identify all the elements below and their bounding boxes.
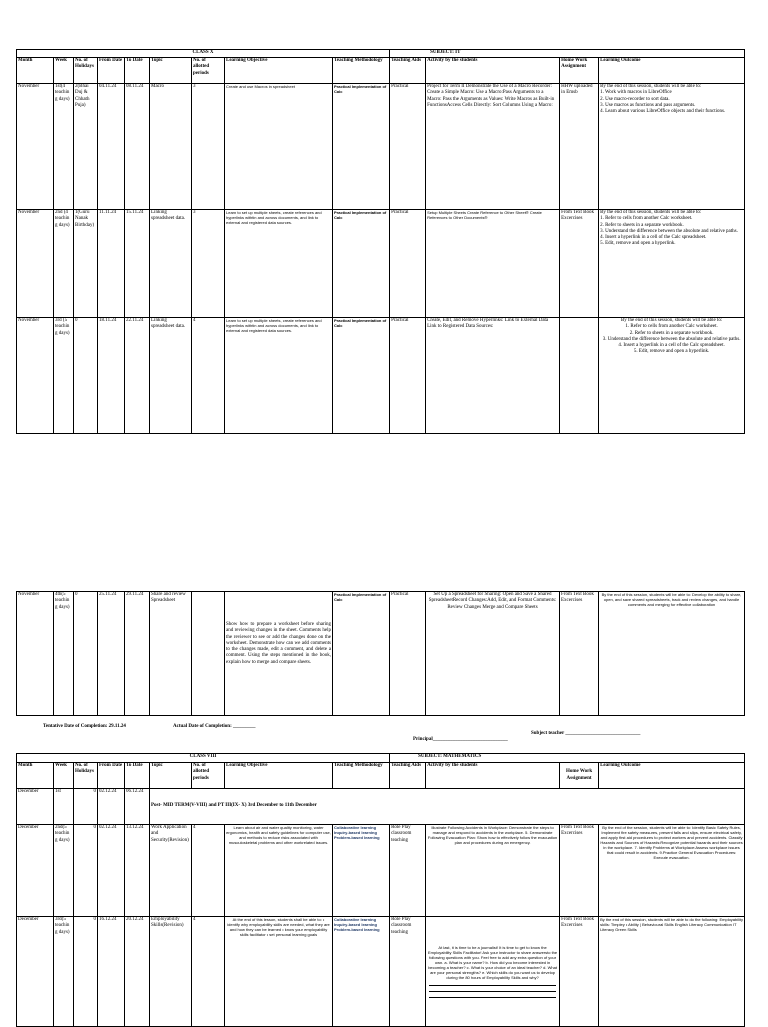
subject-teacher-signature: Subject teacher ______________________________ — [531, 731, 641, 736]
subject-title: SUBJECT: MATHEMATICS — [390, 754, 745, 763]
header-homework: Home Work Assignment — [560, 763, 599, 789]
table-row — [17, 825, 745, 917]
homework-cell: From Text Book Excercises — [560, 592, 599, 716]
outcome-cell — [599, 210, 745, 318]
outcome-line: 3. Understand the difference between the absolute and relative paths. — [602, 336, 741, 342]
objective-cell: Learn to set up multiple sheets, create references and hyperlinks withtin and across documents, and link to external and registered data sources. — [225, 318, 333, 434]
to-date-cell: 22.11.24 — [125, 318, 150, 434]
week-cell: 2nd (4 teachin g days) — [54, 210, 74, 318]
month-cell: December — [17, 789, 54, 825]
activity-cell: Project for Term II Demonstrate the Use of a Macro Recorder: Create a Simple Macro: Use a Macro:Pass Arguments to a Macro: Pass the Arguments as Values: Write Macros as Built-in FunctionsAccess Cells Directly: Sort Columns Using a Macro: — [426, 84, 560, 210]
homework-cell: From Text Book Excercises — [560, 825, 599, 917]
periods-cell: 4 — [192, 917, 225, 1027]
to-date-cell: 08.11.24 — [125, 84, 150, 210]
header-row — [17, 763, 745, 789]
table-row — [17, 210, 745, 318]
homework-cell: HHW uploaded in Emsb — [560, 84, 599, 210]
header-methodology: Teaching Methodology — [333, 58, 390, 84]
from-date-cell: 25.11.24 — [98, 592, 125, 716]
class-viii-maths-table — [16, 753, 745, 1027]
outcome-line: 2. Refer to sheets in a separate workbook. — [600, 222, 684, 228]
header-week: Week — [54, 58, 74, 84]
periods-cell: 3 — [192, 84, 225, 210]
outcome-line: 1. Refer to cells from another Calc worksheet. — [625, 324, 718, 330]
activity-cell — [426, 917, 560, 1027]
to-date-cell: 13.12.24 — [125, 825, 150, 917]
homework-cell — [560, 318, 599, 434]
answer-line — [429, 993, 556, 998]
outcome-line: 2. Use macro-recorder to sort data. — [600, 96, 670, 102]
methodology-cell: Practical Implementation of Calc — [333, 210, 390, 318]
class-title: CLASS VIII — [17, 754, 390, 763]
header-objective: Learning Objective — [225, 763, 333, 789]
methodology-cell — [333, 825, 390, 917]
aids-cell: Practical — [390, 210, 426, 318]
header-holidays: No. of Holidays — [74, 58, 98, 84]
week-cell: 3rd(5 teachin g days) — [54, 917, 74, 1027]
periods-cell: 3 — [192, 210, 225, 318]
topic-cell: Employability Skills(Revision) — [150, 917, 192, 1027]
methodology-cell — [333, 917, 390, 1027]
outcome-line: 3. Understand the difference between the absolute and relative paths. — [600, 228, 738, 234]
week-cell: 3rd (5 teachin g days) — [54, 318, 74, 434]
header-objective: Learning Objective — [225, 58, 333, 84]
header-row — [17, 58, 745, 84]
week-cell: 1st — [54, 789, 74, 825]
activity-text: At last, it is time to be a journalist! It is time to get to know the Employability Skills Facilitator! Ask your instructor to share answersto the following questions with you. Feel free to add any extra question of your own. a. What is your name? b. How did you become interested in becoming a teacher? c. What is your choice of an ideal teacher? d. What are your personal strengths? e. Which skills do you want us to develop during the 80 hours of Employability Skills and why? — [427, 945, 558, 980]
holidays-cell: 0 — [74, 318, 98, 434]
outcome-cell: By the end of this session, students will be able to: Develop the ability to share, open, and save shared spreadsheets, track and review changes, and handle comments and merging for effective collaboration — [599, 592, 745, 716]
header-aids: Teaching Aids — [390, 763, 426, 789]
tentative-completion-date: Tentative Date of Completion: 29.11.24 — [43, 724, 126, 729]
outcome-line: 4. Learn about various LibreOffice objects and their functions. — [600, 109, 726, 114]
methodology-item: Problem-based learning — [334, 927, 380, 932]
holidays-cell: 0 — [74, 789, 98, 825]
methodology-cell: Practical Implementation of Calc — [333, 84, 390, 210]
outcome-line: 4. Insert a hyperlink in a cell of the Calc spreadsheet. — [600, 235, 707, 240]
topic-cell: Linking spreadsheet data. — [150, 210, 192, 318]
aids-cell: Role Play classroom teaching — [390, 917, 426, 1027]
methodology-cell: Practical Implementation of Calc — [333, 318, 390, 434]
month-cell: November — [17, 210, 54, 318]
month-cell: November — [17, 84, 54, 210]
to-date-cell: 06.12.24 — [125, 789, 150, 825]
outcome-cell: By the end of this session, students will be able to do the following: Employability skills: Timpley • Ability | Behavioural Skills English Literacy Communication IT Literacy Green Skills — [599, 917, 745, 1027]
aids-cell: Practical — [390, 84, 426, 210]
answer-line — [429, 981, 556, 986]
header-topic: Topic — [150, 58, 192, 84]
header-outcome: Learning Outcome — [599, 763, 745, 789]
to-date-cell: 15.11.24 — [125, 210, 150, 318]
holidays-cell: 2(Bhai Duj & Chhath Puja) — [74, 84, 98, 210]
table-row — [17, 84, 745, 210]
header-periods: No. of allotted periods — [192, 763, 225, 789]
periods-cell: 4 — [192, 318, 225, 434]
from-date-cell: 02.12.24 — [98, 825, 125, 917]
table-row — [17, 789, 745, 825]
outcome-line: By the end of this session, students will be able to: — [600, 210, 702, 215]
principal-signature: Principal______________________________ — [413, 737, 508, 742]
activity-cell: Setup Multiple Sheets Create Reference to Other Sheet® Create References to Other Documents® — [426, 210, 560, 318]
objective-cell: Create and use Macros in spreadsheet — [225, 84, 333, 210]
outcome-line: 1. Refer to cells from another Calc worksheet. — [600, 216, 693, 222]
header-holidays: No. of Holidays — [74, 763, 98, 789]
from-date-cell: 18.11.24 — [98, 318, 125, 434]
topic-cell: Linking spreadsheet data. — [150, 318, 192, 434]
header-from-date: From Date — [98, 763, 125, 789]
periods-cell — [192, 592, 225, 716]
outcome-line: By the end of this session, students will be able to: — [620, 318, 723, 323]
header-homework: Home Work Assignment — [560, 58, 599, 84]
aids-cell: Practical — [390, 592, 426, 716]
from-date-cell: 11.11.24 — [98, 210, 125, 318]
header-topic: Topic — [150, 763, 192, 789]
holidays-cell: 1(Guru Nanak Birthday) — [74, 210, 98, 318]
class-x-it-table — [16, 49, 745, 434]
methodology-item: Collaborative learning — [334, 825, 377, 830]
homework-cell: From Text Book Excercises — [560, 210, 599, 318]
outcome-line: 4. Insert a hyperlink in a cell of the Calc spreadsheet. — [618, 343, 725, 348]
outcome-line: By the end of this session, students will be able to: — [600, 84, 702, 89]
from-date-cell: 16.12.24 — [98, 917, 125, 1027]
header-month: Month — [17, 58, 54, 84]
objective-cell: Learn about air and water quality monitoring, water ergonomics, health and safety guidelines for computer use, and methods to reduce risks associated with musculoskeletal problems and other workrelated issues. — [225, 825, 333, 917]
exam-banner-text: Post- MID TERM(V-VIII) and PT III(IX- X) 3rd December to 11th December — [151, 803, 317, 809]
outcome-line: 2. Refer to sheets in a separate workbook. — [629, 330, 714, 336]
month-cell: November — [17, 592, 54, 716]
month-cell: November — [17, 318, 54, 434]
holidays-cell: 0 — [74, 592, 98, 716]
table-row — [17, 318, 745, 434]
homework-cell: From Text Book Excercises — [560, 917, 599, 1027]
holidays-cell: 0 — [74, 917, 98, 1027]
header-from-date: From Date — [98, 58, 125, 84]
aids-cell: Practical — [390, 318, 426, 434]
class-title: CLASS X — [17, 50, 390, 58]
week-cell: 2nd(5 teachin g days) — [54, 825, 74, 917]
objective-text: Show how to prepare a worksheet before sharing and reviewing changes in the sheet. Comments help the reviewer to see or add the changes done on the worksheet. Demonstrate how can we add comments to the changes made, edit a comment, and delete a comment. Using the steps mentioned in the book, explain how to merge and compare sheets. — [226, 622, 331, 665]
table-row — [17, 592, 745, 716]
topic-cell: Share and review Spreadsheet — [150, 592, 192, 716]
methodology-item: Inquiry-based learning — [334, 830, 377, 835]
objective-cell — [225, 592, 333, 716]
to-date-cell: 29.11.24 — [125, 592, 150, 716]
outcome-cell: By the end of the session, students will be able to: Identify Basic Safety Rules, Implement fire safety measures, present falls and slips, ensure electrical safety, and apply first aid procedures to protect workers and prevent accidents. Classify Hazards and Sources of Hazards:Recognize potential hazards and their sources in the workplace. 7. Identify Problems at Workplace:Assess workplace issues that could result in accidents. 9.Practice General Evacuation Procedures: Execute evacuation. — [599, 825, 745, 917]
header-periods: No. of allotted periods — [192, 58, 225, 84]
subject-title: SUBJECT: IT — [390, 50, 745, 58]
methodology-item: Problem-based learning — [334, 835, 380, 840]
activity-cell: Create, Edit, and Remove Hyperlinks: Link to External Data Link to Registered Data Sources: — [426, 318, 560, 434]
activity-cell: Set Up a Spreadsheet for Sharing: Open and Save a Shared SpreadsheetRecord Changes:Add, Edit, and Format Comments: Review Changes Merge and Compare Sheets — [426, 592, 560, 716]
class-x-it-continued-table — [16, 591, 745, 716]
from-date-cell: 02.12.24 — [98, 789, 125, 825]
periods-cell: 4 — [192, 825, 225, 917]
header-activity: Activity by the students — [426, 58, 560, 84]
month-cell: December — [17, 825, 54, 917]
outcome-line: 5. Edit, remove and open a hyperlink. — [600, 241, 676, 247]
topic-cell: Macro — [150, 84, 192, 210]
table-row — [17, 917, 745, 1027]
header-activity: Activity by the students — [426, 763, 560, 789]
outcome-cell — [599, 84, 745, 210]
activity-cell: Illustrate Following Accidents in Workplace: Demonstrate the steps to manage and respond to accidents in the workplace. 5. Demonstrate Following Evacuation Plan: Show how to effectively follow the evacuation plan and procedures during an emergency. — [426, 825, 560, 917]
outcome-line: 5. Edit, remove and open a hyperlink. — [633, 349, 710, 355]
methodology-item: Collaborative learning — [334, 917, 377, 922]
from-date-cell: 04.11.24 — [98, 84, 125, 210]
objective-cell: At the end of this lesson, students shall be able to: • identify why employability skills are needed, what they are and how they can be learned • know your employability skills facilitator • set personal learning goals — [225, 917, 333, 1027]
outcome-line: 3. Use macros as functions and pass arguments. — [600, 102, 696, 108]
header-outcome: Learning Outcome — [599, 58, 745, 84]
exam-banner — [150, 789, 745, 825]
methodology-item: Inquiry-based learning — [334, 922, 377, 927]
methodology-cell: Practical Implementation of Calc — [333, 592, 390, 716]
header-week: Week — [54, 763, 74, 789]
objective-cell: Learn to set up multiple sheets, create references and hyperlinks withtin and across documents, and link to external and registered data sources. — [225, 210, 333, 318]
header-to-date: To Date — [125, 58, 150, 84]
outcome-line: 1. Work with macros in LibreOffice — [600, 90, 672, 96]
week-cell: 4th(5 teachin g days) — [54, 592, 74, 716]
topic-cell: Work Application and Security(Revision) — [150, 825, 192, 917]
header-month: Month — [17, 763, 54, 789]
header-aids: Teaching Aids — [390, 58, 426, 84]
month-cell: December — [17, 917, 54, 1027]
holidays-cell: 0 — [74, 825, 98, 917]
aids-cell: Role Play classroom teaching — [390, 825, 426, 917]
week-cell: 1st(4 teachin g days) — [54, 84, 74, 210]
header-methodology: Teaching Methodology — [333, 763, 390, 789]
header-to-date: To Date — [125, 763, 150, 789]
actual-completion-date: Actual Date of Completion: _________ — [173, 724, 256, 729]
answer-line — [429, 987, 556, 992]
to-date-cell: 20.12.24 — [125, 917, 150, 1027]
outcome-cell — [599, 318, 745, 434]
